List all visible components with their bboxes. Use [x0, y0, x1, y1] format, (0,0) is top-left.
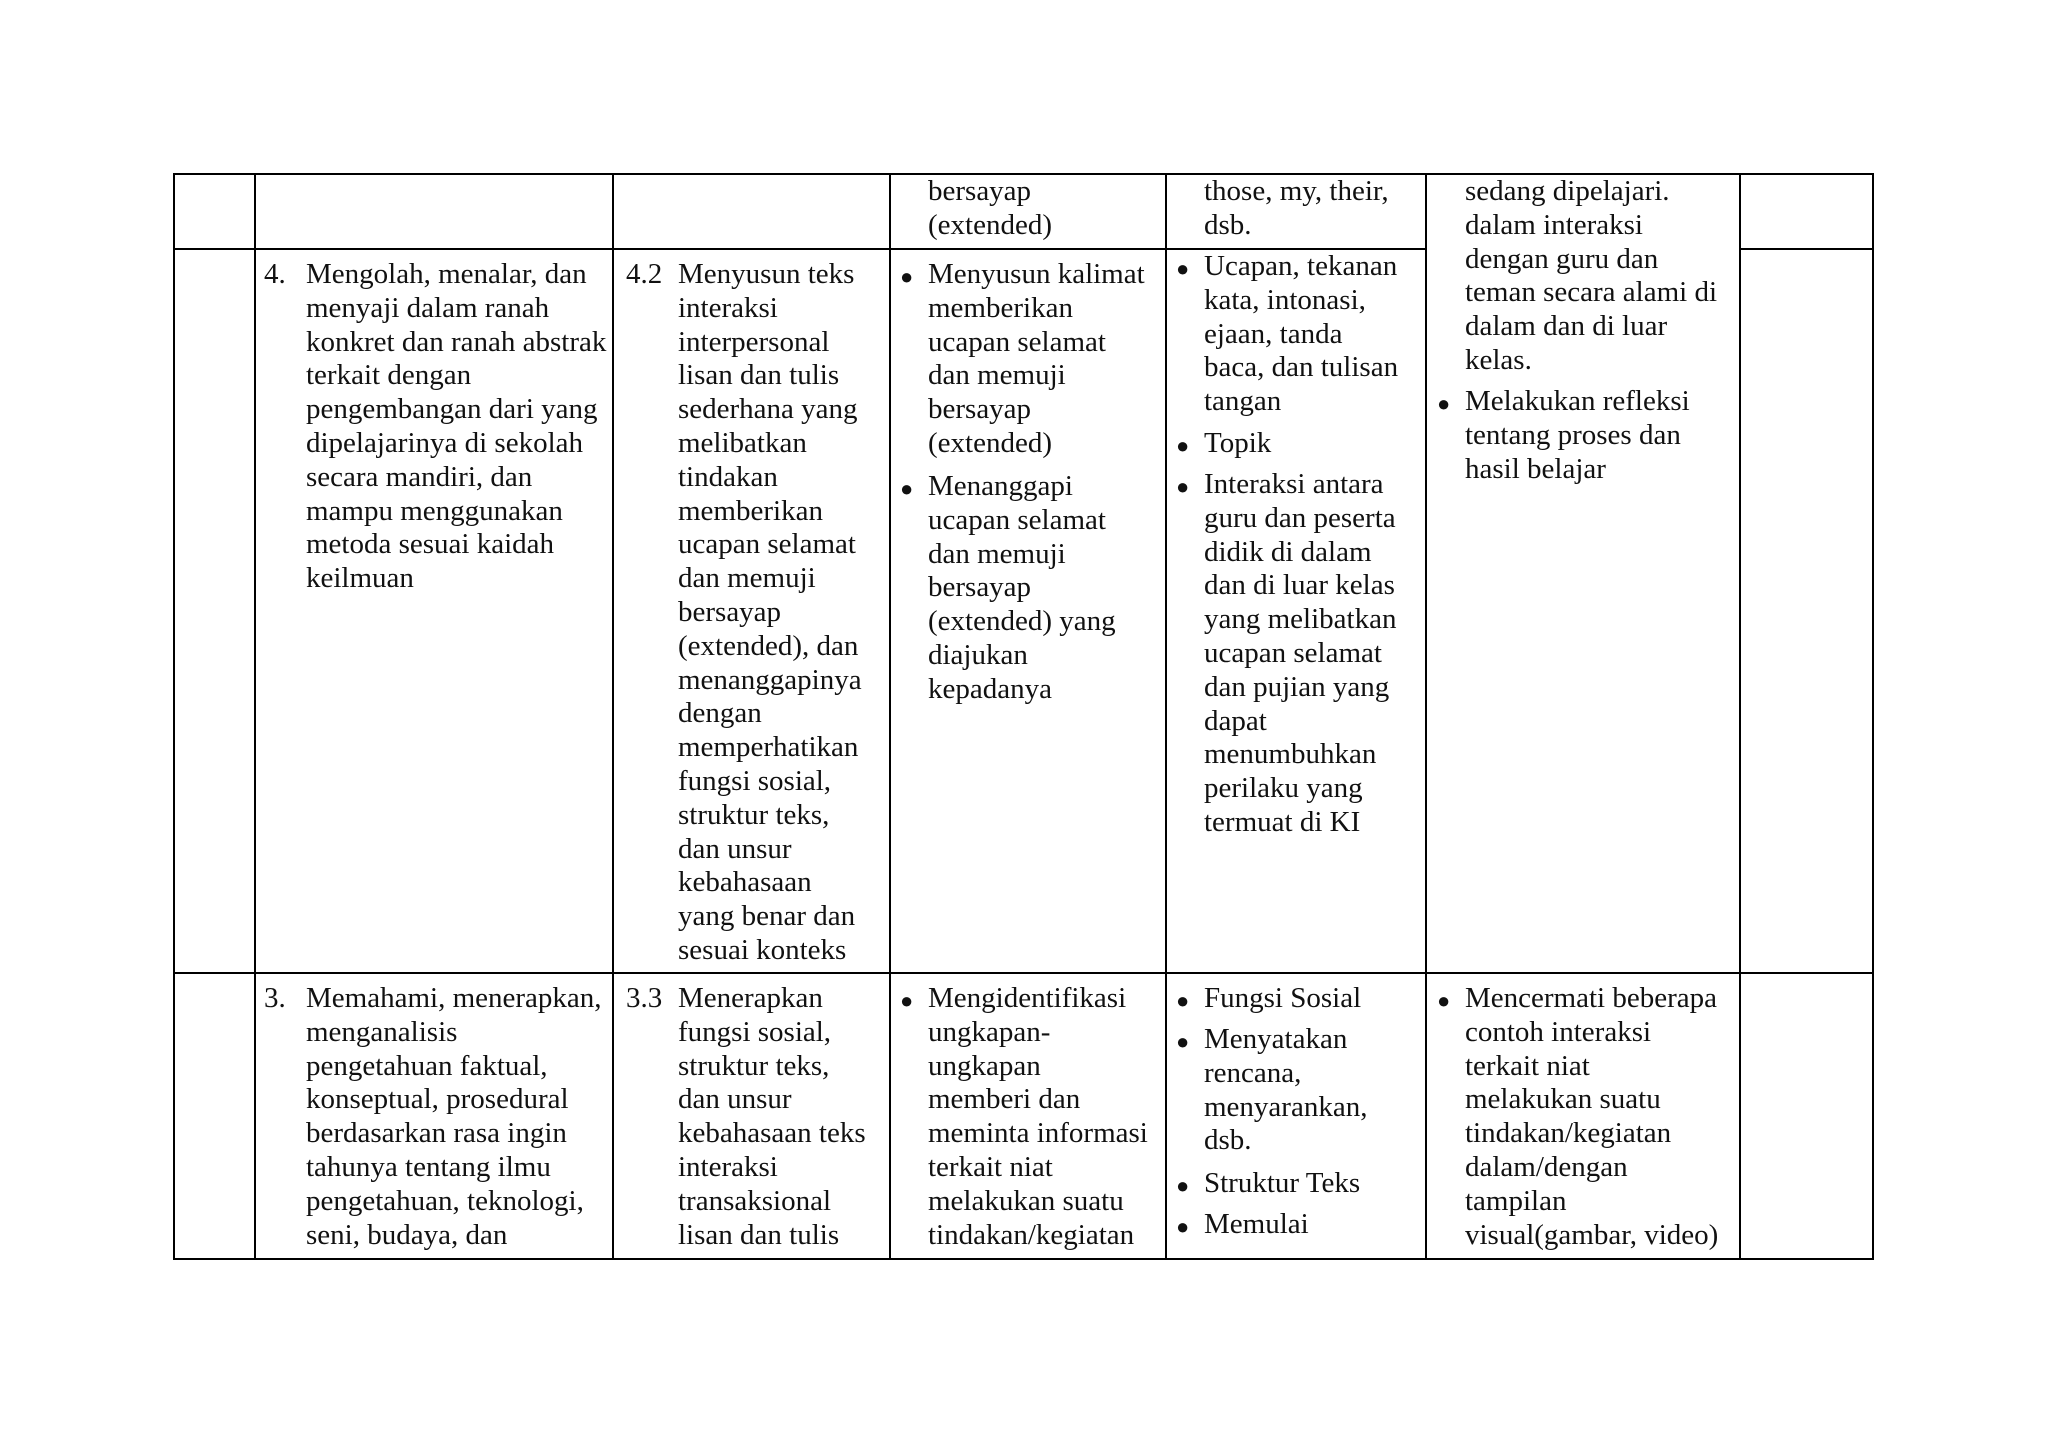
text-line: tindakan/kegiatan: [1465, 1117, 1672, 1150]
text-line: hasil belajar: [1465, 452, 1606, 485]
text-line: menyaji dalam ranah: [306, 291, 550, 324]
top-materi-cell: [1204, 175, 1389, 243]
text-line: struktur teks,: [678, 798, 830, 831]
text-line: struktur teks,: [678, 1049, 830, 1082]
text-line: Menyusun teks: [678, 258, 855, 290]
text-line: Mengolah, menalar, dan: [306, 258, 587, 290]
text-line: interaksi: [678, 291, 778, 324]
text-line: interaksi: [678, 1150, 778, 1183]
text-line: dalam dan di luar: [1465, 310, 1668, 343]
text-line: dan unsur: [678, 832, 792, 865]
text-line: ucapan selamat: [928, 325, 1106, 358]
text-line: (extended) yang: [928, 605, 1116, 638]
text-line: mampu menggunakan: [306, 494, 563, 527]
text-line: dipelajarinya di sekolah: [306, 426, 584, 459]
text-line: dsb.: [1204, 208, 1252, 241]
text-line: kebahasaan: [678, 866, 812, 899]
col-border-4: [1165, 173, 1167, 1260]
text-line: Menerapkan: [678, 982, 823, 1014]
text-line: guru dan peserta: [1204, 501, 1396, 534]
text-line: dalam interaksi: [1465, 208, 1643, 241]
col-border-5: [1425, 173, 1427, 1260]
text-line: (extended): [928, 426, 1052, 459]
text-line: metoda sesuai kaidah: [306, 528, 555, 561]
ki3-cell: [264, 982, 602, 1252]
bullet-icon: ●: [1176, 474, 1190, 499]
ki3-materi-3: [1176, 1167, 1360, 1201]
text-line: memperhatikan: [678, 731, 859, 764]
text-line: tampilan: [1465, 1184, 1567, 1217]
text-line: dengan guru dan: [1465, 242, 1659, 275]
text-line: melakukan suatu: [1465, 1083, 1661, 1116]
text-line: ucapan selamat: [928, 503, 1106, 536]
text-line: dsb.: [1204, 1124, 1252, 1157]
text-line: sesuai konteks: [678, 933, 847, 966]
ki4-materi-3: [1176, 468, 1396, 840]
col-border-2: [612, 173, 614, 1260]
bullet-icon: ●: [1437, 391, 1451, 416]
text-line: Menyatakan: [1204, 1023, 1348, 1055]
text-line: dan memuji: [928, 359, 1066, 392]
col-border-0: [173, 173, 175, 1260]
text-line: Menanggapi: [928, 470, 1073, 502]
text-line: dengan: [678, 697, 762, 730]
text-line: sederhana yang: [678, 393, 858, 426]
text-line: didik di dalam: [1204, 535, 1372, 568]
text-line: bersayap: [928, 571, 1032, 604]
ki4-indicator-2: [900, 470, 1116, 707]
text-line: bersayap: [678, 595, 782, 628]
col-border-3: [889, 173, 891, 1260]
text-line: ucapan selamat: [1204, 636, 1382, 669]
ki4-cell: [264, 258, 606, 596]
text-line: konseptual, prosedural: [306, 1083, 569, 1116]
text-line: dapat: [1204, 704, 1267, 737]
text-line: fungsi sosial,: [678, 1015, 832, 1048]
ki3-indicator-1: [900, 982, 1148, 1252]
text-line: Ucapan, tekanan: [1204, 250, 1398, 282]
text-line: ungkapan-: [928, 1015, 1051, 1048]
text-line: lisan dan tulis: [678, 359, 840, 392]
table-bottom-border: [173, 1258, 1874, 1260]
col-border-6: [1739, 173, 1741, 1260]
text-line: Menyusun kalimat: [928, 258, 1145, 290]
bullet-icon: ●: [1176, 1214, 1190, 1239]
text-line: berdasarkan rasa ingin: [306, 1117, 567, 1150]
kd42-cell: [626, 258, 862, 968]
text-line: tahunya tentang ilmu: [306, 1150, 551, 1183]
text-line: bersayap: [928, 175, 1032, 207]
ki3-materi-1: [1176, 982, 1361, 1016]
text-line: rencana,: [1204, 1056, 1302, 1089]
row-divider-1-right: [1741, 248, 1874, 250]
text-line: menganalisis: [306, 1015, 458, 1048]
bullet-icon: ●: [1437, 988, 1451, 1013]
text-line: dan pujian yang: [1204, 670, 1390, 703]
text-line: seni, budaya, dan: [306, 1218, 508, 1251]
bullet-icon: ●: [900, 476, 914, 501]
text-line: memberi dan: [928, 1083, 1081, 1116]
text-line: sedang dipelajari.: [1465, 175, 1670, 207]
text-line: Topik: [1204, 427, 1272, 459]
text-line: Struktur Teks: [1204, 1167, 1361, 1199]
bullet-icon: ●: [900, 264, 914, 289]
bullet-icon: ●: [1176, 1173, 1190, 1198]
text-line: menumbuhkan: [1204, 738, 1377, 771]
text-line: termuat di KI: [1204, 805, 1361, 838]
kd-number: 4.2: [626, 258, 663, 290]
text-line: lisan dan tulis: [678, 1218, 840, 1251]
col-border-1: [254, 173, 256, 1260]
text-line: transaksional: [678, 1184, 832, 1217]
text-line: melakukan suatu: [928, 1184, 1124, 1217]
top-indicator-cell: [928, 175, 1052, 243]
text-line: memberikan: [928, 291, 1073, 324]
text-line: ucapan selamat: [678, 528, 856, 561]
text-line: yang melibatkan: [1204, 603, 1397, 636]
text-line: pengetahuan, teknologi,: [306, 1184, 584, 1217]
text-line: konkret dan ranah abstrak: [306, 325, 607, 358]
ki3-kegiatan-1: [1437, 982, 1718, 1252]
text-line: kelas.: [1465, 343, 1532, 376]
kegiatan-lead-text: [1465, 175, 1717, 378]
text-line: keilmuan: [306, 562, 414, 595]
text-line: Memahami, menerapkan,: [306, 982, 602, 1014]
text-line: terkait niat: [1465, 1049, 1590, 1082]
bullet-icon: ●: [1176, 433, 1190, 458]
text-line: melibatkan: [678, 426, 807, 459]
ki-number: 3.: [264, 982, 286, 1014]
text-line: fungsi sosial,: [678, 764, 832, 797]
text-line: visual(gambar, video): [1465, 1218, 1719, 1251]
bullet-icon: ●: [900, 988, 914, 1013]
ki4-indicator-1: [900, 258, 1145, 461]
text-line: interpersonal: [678, 325, 830, 358]
text-line: bersayap: [928, 393, 1032, 426]
text-line: pengembangan dari yang: [306, 393, 598, 426]
text-line: Melakukan refleksi: [1465, 385, 1690, 417]
text-line: kebahasaan teks: [678, 1117, 866, 1150]
text-line: kepadanya: [928, 672, 1052, 705]
text-line: Mengidentifikasi: [928, 982, 1127, 1014]
text-line: (extended): [928, 208, 1052, 241]
kegiatan-bullet-item: [1437, 385, 1690, 486]
bullet-icon: ●: [1176, 988, 1190, 1013]
ki4-materi-1: [1176, 250, 1398, 419]
text-line: Fungsi Sosial: [1204, 982, 1362, 1014]
text-line: tangan: [1204, 385, 1282, 418]
text-line: menanggapinya: [678, 663, 862, 696]
text-line: terkait niat: [928, 1150, 1053, 1183]
kd-number: 3.3: [626, 982, 663, 1014]
text-line: (extended), dan: [678, 629, 859, 662]
ki3-materi-2: [1176, 1023, 1367, 1158]
bullet-icon: ●: [1176, 1029, 1190, 1054]
text-line: dan di luar kelas: [1204, 569, 1395, 602]
text-line: perilaku yang: [1204, 772, 1363, 805]
text-line: tentang proses dan: [1465, 418, 1681, 451]
text-line: yang benar dan: [678, 900, 856, 933]
ki4-materi-2: [1176, 427, 1271, 461]
text-line: meminta informasi: [928, 1117, 1148, 1150]
text-line: kata, intonasi,: [1204, 283, 1366, 316]
text-line: tindakan: [678, 460, 778, 493]
text-line: Memulai: [1204, 1208, 1309, 1240]
ki-number: 4.: [264, 258, 286, 290]
row-divider-2: [173, 972, 1874, 974]
text-line: memberikan: [678, 494, 823, 527]
kd33-cell: [626, 982, 866, 1252]
text-line: ejaan, tanda: [1204, 317, 1343, 350]
text-line: menyarankan,: [1204, 1090, 1368, 1123]
text-line: dalam/dengan: [1465, 1150, 1628, 1183]
text-line: teman secara alami di: [1465, 276, 1718, 309]
text-line: dan memuji: [928, 537, 1066, 570]
text-line: diajukan: [928, 638, 1028, 671]
bullet-icon: ●: [1176, 256, 1190, 281]
text-line: tindakan/kegiatan: [928, 1218, 1135, 1251]
text-line: secara mandiri, dan: [306, 460, 533, 493]
text-line: Mencermati beberapa: [1465, 982, 1717, 1014]
text-line: ungkapan: [928, 1049, 1041, 1082]
text-line: pengetahuan faktual,: [306, 1049, 548, 1082]
text-line: contoh interaksi: [1465, 1015, 1652, 1048]
text-line: those, my, their,: [1204, 175, 1389, 207]
text-line: baca, dan tulisan: [1204, 351, 1399, 384]
text-line: terkait dengan: [306, 359, 472, 392]
ki3-materi-4: [1176, 1208, 1309, 1242]
text-line: Interaksi antara: [1204, 468, 1384, 500]
text-line: dan unsur: [678, 1083, 792, 1116]
text-line: dan memuji: [678, 562, 816, 595]
col-border-7: [1872, 173, 1874, 1260]
